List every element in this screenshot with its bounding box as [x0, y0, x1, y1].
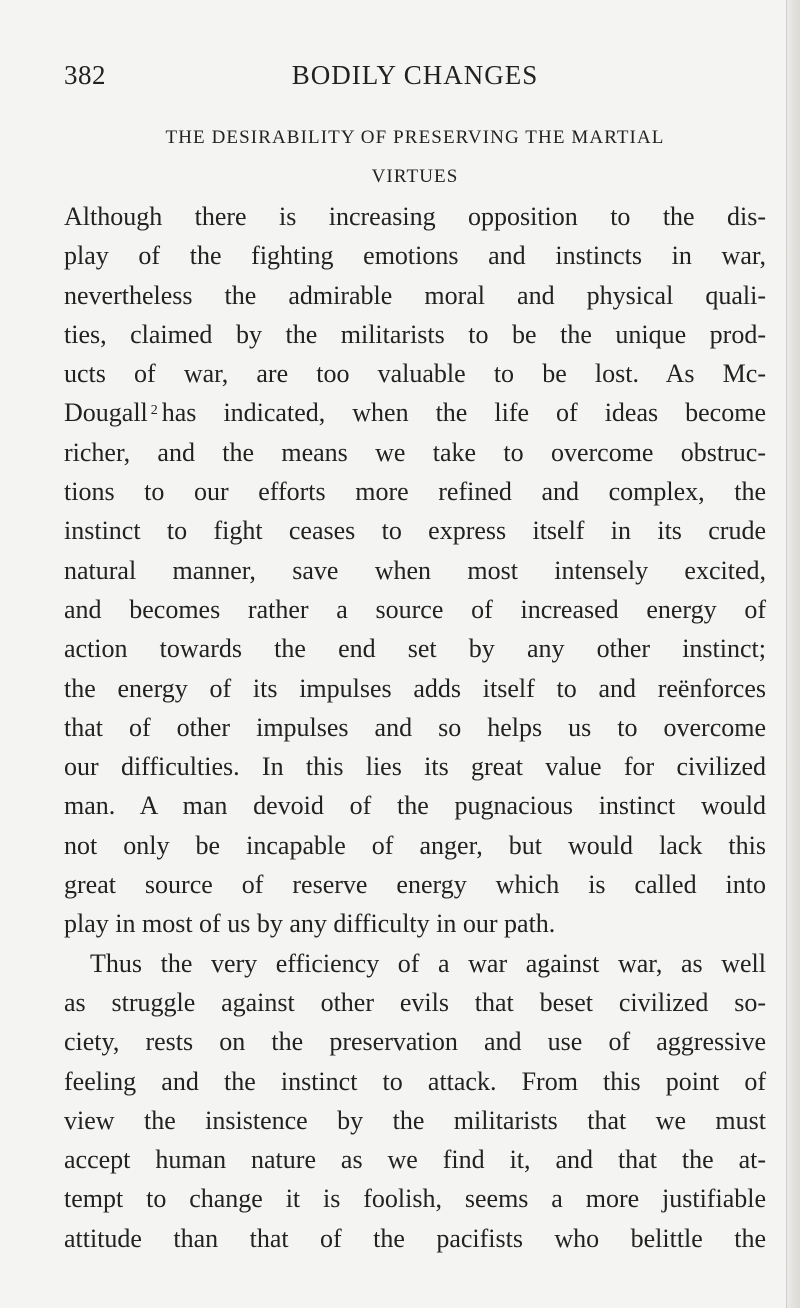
text-line: the energy of its impulses adds itself to and reënforces — [64, 673, 766, 703]
text-line: not only be incapable of anger, but would lack this — [64, 830, 766, 860]
text-line: ties, claimed by the militarists to be the unique prod- — [64, 319, 766, 349]
text-line: tempt to change it is foolish, seems a more justifiable — [64, 1184, 766, 1214]
text-line: ucts of war, are too valuable to be lost. As Mc- — [64, 359, 766, 389]
footnote-reference[interactable]: 2 — [150, 403, 158, 419]
text-line: richer, and the means we take to overcome obstruc- — [64, 437, 766, 467]
text-line: that of other impulses and so helps us to overcome — [64, 712, 766, 742]
section-heading-line-1: THE DESIRABILITY OF PRESERVING THE MARTIAL — [165, 127, 665, 148]
page-edge-shadow — [786, 0, 800, 1308]
page-number: 382 — [64, 60, 106, 90]
text-line: as struggle against other evils that beset civilized so- — [64, 987, 766, 1017]
text-line: natural manner, save when most intensely excited, — [64, 555, 766, 585]
text-line: ciety, rests on the preservation and use of aggressive — [64, 1027, 766, 1057]
text-line-remainder: has indicated, when the life of ideas become — [161, 398, 766, 428]
running-title: BODILY CHANGES — [291, 60, 539, 90]
text-line: tions to our efforts more refined and complex, the — [64, 477, 766, 507]
text-line — [64, 393, 766, 432]
text-line: nevertheless the admirable moral and physical quali- — [64, 280, 766, 310]
text-line: man. A man devoid of the pugnacious instinct would — [64, 791, 766, 821]
page-edge-line — [786, 0, 787, 1308]
text-line: instinct to fight ceases to express itself in its crude — [64, 516, 766, 546]
text-line: view the insistence by the militarists that we must — [64, 1105, 766, 1135]
text-line: and becomes rather a source of increased energy of — [64, 594, 766, 624]
section-heading-line-2: VIRTUES — [371, 166, 459, 187]
text-line: play of the fighting emotions and instincts in war, — [64, 241, 766, 271]
text-line: feeling and the instinct to attack. From this point of — [64, 1066, 766, 1096]
text-line: attitude than that of the pacifists who belittle the — [64, 1223, 766, 1253]
author-name-part: Dougall — [64, 398, 148, 428]
text-line: great source of reserve energy which is called into — [64, 870, 766, 900]
section-heading — [64, 118, 766, 196]
text-line: Although there is increasing opposition to the dis- — [64, 202, 766, 231]
body-text — [64, 197, 766, 1258]
running-head — [64, 60, 766, 94]
text-line: our difficulties. In this lies its great value for civilized — [64, 752, 766, 782]
text-line: accept human nature as we find it, and that the at- — [64, 1145, 766, 1175]
text-line: action towards the end set by any other instinct; — [64, 634, 766, 664]
text-line: Thus the very efficiency of a war against war, as well — [90, 948, 766, 978]
text-line: play in most of us by any difficulty in our path. — [64, 909, 556, 939]
